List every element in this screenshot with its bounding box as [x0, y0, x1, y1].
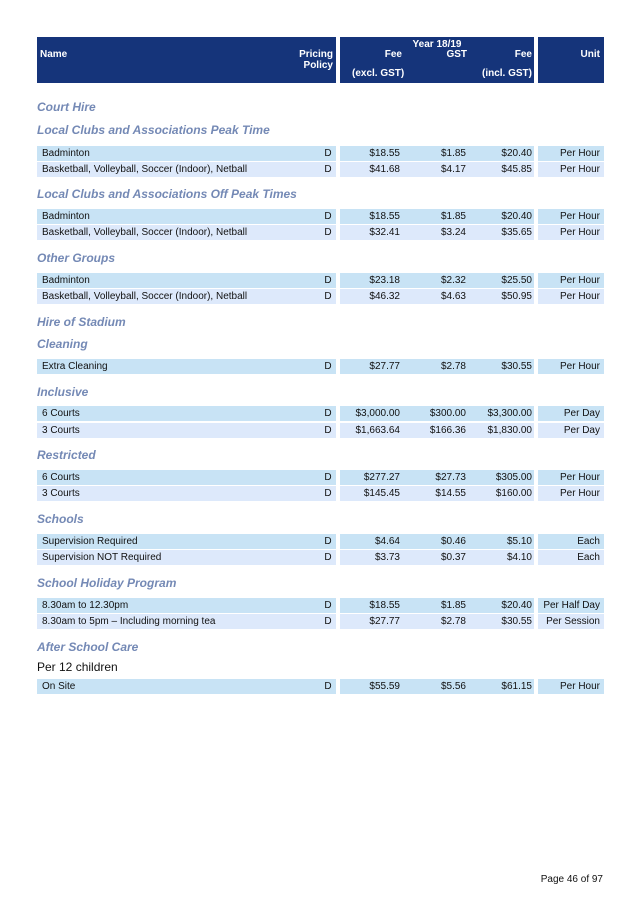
row-fee-incl-gst: $3,300.00 [468, 406, 534, 421]
row-gst: $1.85 [402, 209, 468, 224]
row-name: Supervision NOT Required [37, 550, 336, 565]
row-fee-excl-gst: $23.18 [340, 273, 402, 288]
section-heading: Inclusive [37, 385, 89, 399]
row-name: Basketball, Volleyball, Soccer (Indoor), Netball [37, 225, 336, 240]
table-row [37, 486, 604, 501]
row-name: 6 Courts [37, 470, 336, 485]
row-fee-excl-gst: $41.68 [340, 162, 402, 177]
row-pricing-policy: D [324, 681, 332, 692]
row-unit: Per Hour [538, 146, 604, 161]
row-gst: $14.55 [402, 486, 468, 501]
row-fee-excl-gst: $145.45 [340, 486, 402, 501]
row-fee-incl-gst: $61.15 [468, 679, 534, 694]
row-fee-incl-gst: $35.65 [468, 225, 534, 240]
row-fee-excl-gst: $27.77 [340, 614, 402, 629]
row-gst: $0.46 [402, 534, 468, 549]
row-fee-excl-gst: $277.27 [340, 470, 402, 485]
header-incl-gst: (incl. GST) [482, 68, 532, 79]
row-unit: Per Hour [538, 359, 604, 374]
section-heading: Other Groups [37, 251, 116, 265]
section-heading: Local Clubs and Associations Off Peak Times [37, 187, 297, 201]
row-gst: $166.36 [402, 423, 468, 438]
row-name: Basketball, Volleyball, Soccer (Indoor), Netball [37, 162, 336, 177]
row-fee-incl-gst: $20.40 [468, 146, 534, 161]
table-row [37, 225, 604, 240]
row-name: 8.30am to 5pm – Including morning tea [37, 614, 336, 629]
table-row [37, 598, 604, 613]
row-name: 3 Courts [37, 486, 336, 501]
row-fee-incl-gst: $45.85 [468, 162, 534, 177]
row-gst: $5.56 [402, 679, 468, 694]
row-fee-excl-gst: $3,000.00 [340, 406, 402, 421]
table-row [37, 534, 604, 549]
row-fee-incl-gst: $25.50 [468, 273, 534, 288]
row-pricing-policy: D [324, 291, 332, 302]
table-row [37, 406, 604, 421]
row-name: Badminton [37, 146, 336, 161]
row-unit: Per Day [538, 423, 604, 438]
row-name: Basketball, Volleyball, Soccer (Indoor), Netball [37, 289, 336, 304]
row-name: Badminton [37, 209, 336, 224]
row-fee-incl-gst: $1,830.00 [468, 423, 534, 438]
row-name: Supervision Required [37, 534, 336, 549]
row-gst: $1.85 [402, 146, 468, 161]
row-pricing-policy: D [324, 164, 332, 175]
row-fee-excl-gst: $18.55 [340, 209, 402, 224]
header-gst: GST [446, 49, 467, 60]
row-unit: Per Hour [538, 273, 604, 288]
row-pricing-policy: D [324, 361, 332, 372]
row-name: Badminton [37, 273, 336, 288]
row-pricing-policy: D [324, 600, 332, 611]
row-fee-incl-gst: $20.40 [468, 209, 534, 224]
table-row [37, 550, 604, 565]
row-fee-incl-gst: $305.00 [468, 470, 534, 485]
row-pricing-policy: D [324, 616, 332, 627]
header-fee-incl: Fee [514, 49, 532, 60]
header-unit-cell [538, 37, 604, 83]
row-pricing-policy: D [324, 536, 332, 547]
section-heading: Cleaning [37, 337, 88, 351]
table-row [37, 614, 604, 629]
row-unit: Per Half Day [538, 598, 604, 613]
table-row [37, 273, 604, 288]
header-year [340, 37, 534, 83]
row-unit: Each [538, 534, 604, 549]
header-name: Name [40, 49, 68, 60]
row-unit: Per Hour [538, 209, 604, 224]
section-heading: Local Clubs and Associations Peak Time [37, 123, 270, 137]
row-gst: $0.37 [402, 550, 468, 565]
page-number: Page 46 of 97 [540, 874, 603, 885]
row-unit: Per Hour [538, 225, 604, 240]
row-fee-incl-gst: $20.40 [468, 598, 534, 613]
row-fee-excl-gst: $4.64 [340, 534, 402, 549]
row-name: On Site [37, 679, 336, 694]
table-row [37, 359, 604, 374]
row-pricing-policy: D [324, 472, 332, 483]
table-row [37, 209, 604, 224]
section-heading: After School Care [37, 640, 139, 654]
row-pricing-policy: D [324, 211, 332, 222]
row-fee-incl-gst: $160.00 [468, 486, 534, 501]
header-name-policy [37, 37, 336, 83]
row-fee-incl-gst: $5.10 [468, 534, 534, 549]
row-gst: $3.24 [402, 225, 468, 240]
row-unit: Per Hour [538, 162, 604, 177]
row-fee-excl-gst: $18.55 [340, 598, 402, 613]
row-gst: $1.85 [402, 598, 468, 613]
row-fee-excl-gst: $55.59 [340, 679, 402, 694]
row-name: 6 Courts [37, 406, 336, 421]
row-pricing-policy: D [324, 425, 332, 436]
row-name: 3 Courts [37, 423, 336, 438]
table-row [37, 470, 604, 485]
table-row [37, 679, 604, 694]
row-gst: $4.63 [402, 289, 468, 304]
section-heading: Schools [37, 512, 84, 526]
header-fee-excl: Fee [384, 49, 402, 60]
header-pricing: Pricing [299, 49, 333, 60]
row-gst: $2.78 [402, 614, 468, 629]
row-unit: Per Hour [538, 486, 604, 501]
header-year-label: Year 18/19 [412, 39, 462, 50]
row-gst: $2.32 [402, 273, 468, 288]
table-row [37, 423, 604, 438]
row-unit: Per Hour [538, 289, 604, 304]
row-fee-excl-gst: $27.77 [340, 359, 402, 374]
row-fee-excl-gst: $32.41 [340, 225, 402, 240]
row-unit: Per Session [538, 614, 604, 629]
row-fee-excl-gst: $3.73 [340, 550, 402, 565]
row-unit: Each [538, 550, 604, 565]
section-heading: Court Hire [37, 100, 96, 114]
row-unit: Per Hour [538, 470, 604, 485]
row-gst: $27.73 [402, 470, 468, 485]
row-unit: Per Hour [538, 679, 604, 694]
section-note: Per 12 children [37, 660, 118, 674]
row-name: 8.30am to 12.30pm [37, 598, 336, 613]
row-pricing-policy: D [324, 275, 332, 286]
row-pricing-policy: D [324, 552, 332, 563]
row-fee-incl-gst: $30.55 [468, 359, 534, 374]
row-pricing-policy: D [324, 488, 332, 499]
section-heading: School Holiday Program [37, 576, 177, 590]
header-unit: Unit [580, 49, 600, 60]
row-fee-incl-gst: $50.95 [468, 289, 534, 304]
row-fee-incl-gst: $4.10 [468, 550, 534, 565]
table-row [37, 162, 604, 177]
row-fee-incl-gst: $30.55 [468, 614, 534, 629]
row-pricing-policy: D [324, 408, 332, 419]
row-fee-excl-gst: $18.55 [340, 146, 402, 161]
header-policy: Policy [303, 60, 333, 71]
row-unit: Per Day [538, 406, 604, 421]
table-row [37, 146, 604, 161]
header-excl-gst: (excl. GST) [352, 68, 405, 79]
row-fee-excl-gst: $46.32 [340, 289, 402, 304]
row-name: Extra Cleaning [37, 359, 336, 374]
row-gst: $4.17 [402, 162, 468, 177]
row-pricing-policy: D [324, 227, 332, 238]
table-row [37, 289, 604, 304]
section-heading: Restricted [37, 448, 96, 462]
row-gst: $2.78 [402, 359, 468, 374]
section-heading: Hire of Stadium [37, 315, 126, 329]
row-gst: $300.00 [402, 406, 468, 421]
row-fee-excl-gst: $1,663.64 [340, 423, 402, 438]
row-pricing-policy: D [324, 148, 332, 159]
